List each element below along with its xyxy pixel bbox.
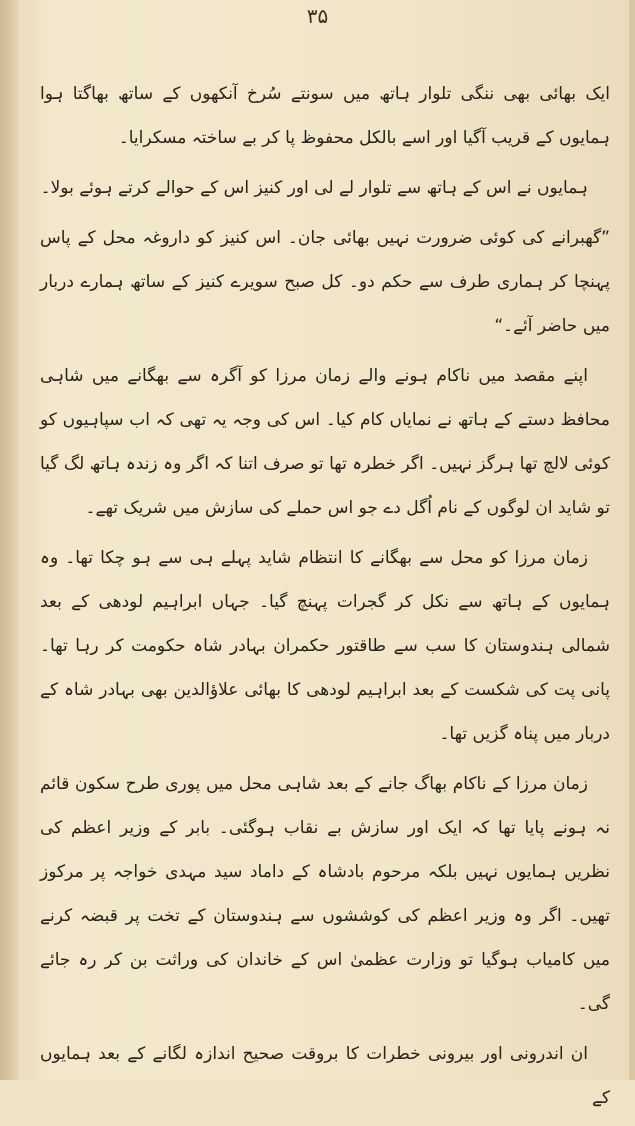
page-spine — [0, 0, 18, 1080]
page-number: ۳۵ — [306, 4, 329, 28]
paragraph: زمان مرزا کے ناکام بھاگ جانے کے بعد شاہی محل میں پوری طرح سکون قائم نہ ہونے پایا تھا کہ ایک اور سازش بے نقاب ہوگئی۔ بابر کے وزیر اعظم کی نظریں ہمایوں نہیں بلکہ مرحوم بادشاہ کے داماد سید مہدی خواجہ پر مرکوز تھیں۔ اگر وہ وزیر اعظم کی کوششوں سے ہندوستان کے تخت پر قبضہ کرنے میں کامیاب ہوگیا تو وزارت عظمیٰ اس کے خاندان کی وراثت بن کر رہ جائے گی۔ — [40, 774, 610, 1014]
paragraph: ہمایوں نے اس کے ہاتھ سے تلوار لے لی اور کنیز اس کے حوالے کرتے ہوئے بولا۔ — [40, 178, 588, 198]
paragraph: زمان مرزا کو محل سے بھگانے کا انتظام شاید پہلے ہی سے ہو چکا تھا۔ وہ ہمایوں کے ہاتھ سے نکل کر گجرات پہنچ گیا۔ جہاں ابراہیم لودھی کے بعد شمالی ہندوستان کا سب سے طاقتور حکمران بہادر شاہ حکومت کر رہا تھا۔ پانی پت کی شکست کے بعد ابراہیم لودھی کا بھائی علاؤالدین بھی بہادر شاہ کے دربار میں پناہ گزیں تھا۔ — [40, 548, 610, 744]
paragraph: ان اندرونی اور بیرونی خطرات کا بروقت صحیح اندازہ لگانے کے بعد ہمایوں کے — [40, 1044, 610, 1108]
paragraph: اپنے مقصد میں ناکام ہونے والے زمان مرزا کو آگرہ سے بھگانے میں شاہی محافظ دستے کے ہاتھ نے نمایاں کام کیا۔ اس کی وجہ یہ تھی کہ اب سپاہیوں کو کوئی لالچ تھا ہرگز نہیں۔ اگر خطرہ تھا تو صرف اتنا کہ اگر وہ زندہ ہاتھ لگ گیا تو شاید ان لوگوں کے نام اُگل دے جو اس حملے کی سازش میں شریک تھے۔ — [40, 366, 610, 518]
paragraph: ”گھبرانے کی کوئی ضرورت نہیں بھائی جان۔ اس کنیز کو داروغہ محل کے پاس پہنچا کر ہماری طرف سے حکم دو۔ کل صبح سویرے کنیز کے ساتھ ہمارے دربار میں حاضر آئے۔“ — [40, 228, 610, 336]
paragraph: ایک بھائی بھی ننگی تلوار ہاتھ میں سونتے سُرخ آنکھوں کے ساتھ بھاگتا ہوا ہمایوں کے قریب آگیا اور اسے بالکل محفوظ پا کر بے ساختہ مسکرایا۔ — [40, 84, 610, 148]
body-text — [40, 72, 610, 1126]
page-edge — [629, 0, 635, 1080]
